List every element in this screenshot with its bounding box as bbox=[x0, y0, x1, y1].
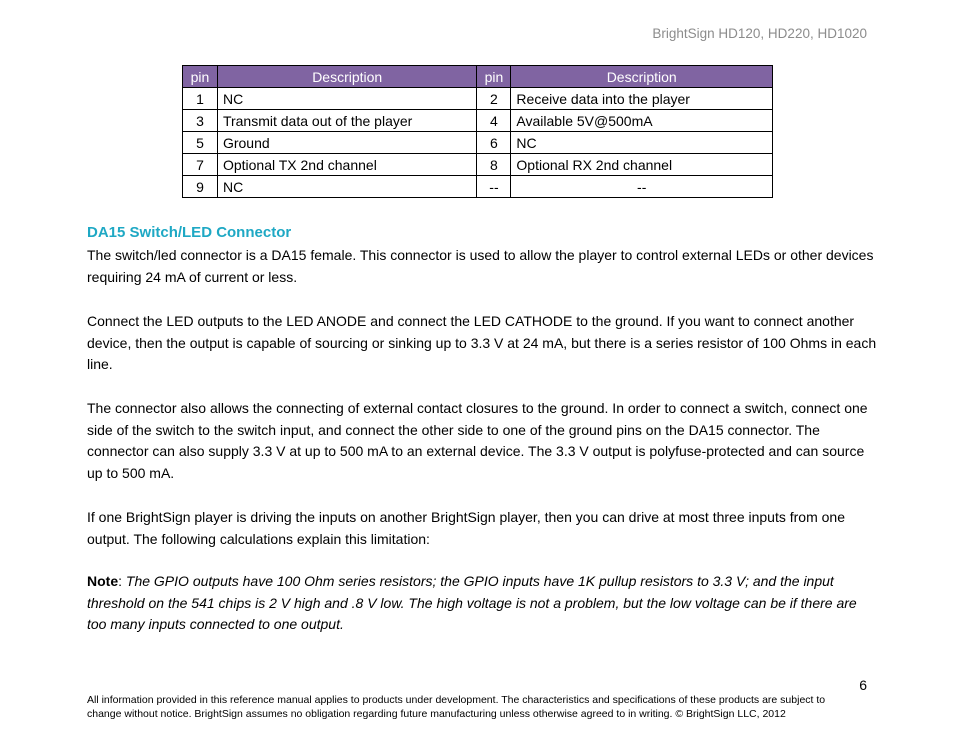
document-header-title: BrightSign HD120, HD220, HD1020 bbox=[652, 26, 867, 41]
note-label: Note bbox=[87, 573, 119, 589]
note-paragraph bbox=[87, 571, 877, 636]
pin-description-cell: Ground bbox=[217, 132, 477, 154]
pin-description-cell: Optional TX 2nd channel bbox=[217, 154, 477, 176]
pin-table bbox=[182, 65, 773, 198]
note-separator: : bbox=[118, 573, 126, 589]
paragraph-intro: The switch/led connector is a DA15 female. This connector is used to allow the player to control external LEDs or other devices requiring 24 mA of current or less. bbox=[87, 247, 874, 285]
header-cell-description: Description bbox=[217, 66, 477, 88]
pin-number-cell: 6 bbox=[477, 132, 511, 154]
pin-description-cell: NC bbox=[217, 176, 477, 198]
paragraph-drive-limitation: If one BrightSign player is driving the inputs on another BrightSign player, then you can drive at most three inputs from one output. The following calculations explain this limitation: bbox=[87, 509, 845, 547]
paragraph-contact-closures: The connector also allows the connecting of external contact closures to the ground. In order to connect a switch, connect one side of the switch to the switch input, and connect the other side to one of the ground pins on the DA15 connector. The connector can also supply 3.3 V at up to 500 mA to an external device. The 3.3 V output is polyfuse-protected and can source up to 500 mA. bbox=[87, 400, 868, 482]
page-number: 6 bbox=[859, 677, 867, 693]
table-row bbox=[183, 110, 773, 132]
pin-number-cell: 8 bbox=[477, 154, 511, 176]
table-row bbox=[183, 132, 773, 154]
pin-description-cell: Optional RX 2nd channel bbox=[511, 154, 773, 176]
footer-disclaimer: All information provided in this reference manual applies to products under development. The characteristics and specifications of these products are subject to change without notice. BrightSign assumes no obligation regarding future manufacturing unless otherwise agreed to in writing. © BrightSign LLC, 2012 bbox=[87, 694, 826, 720]
section-heading: DA15 Switch/LED Connector bbox=[87, 224, 292, 241]
pin-number-cell: 4 bbox=[477, 110, 511, 132]
header-cell-pin: pin bbox=[477, 66, 511, 88]
header-cell-pin: pin bbox=[183, 66, 218, 88]
pin-description-cell: -- bbox=[511, 176, 773, 198]
note-text: The GPIO outputs have 100 Ohm series resistors; the GPIO inputs have 1K pullup resistors to 3.3 V; and the input threshold on the 541 chips is 2 V high and .8 V low. The high voltage is not a problem, but the low voltage can be if there are too many inputs connected to one output. bbox=[87, 573, 857, 633]
pin-description-cell: NC bbox=[217, 88, 477, 110]
pin-number-cell: -- bbox=[477, 176, 511, 198]
pin-description-cell: NC bbox=[511, 132, 773, 154]
pin-number-cell: 5 bbox=[183, 132, 218, 154]
pin-description-cell: Receive data into the player bbox=[511, 88, 773, 110]
pin-number-cell: 7 bbox=[183, 154, 218, 176]
table-header-row bbox=[183, 66, 773, 88]
table-row bbox=[183, 88, 773, 110]
pin-number-cell: 9 bbox=[183, 176, 218, 198]
header-cell-description: Description bbox=[511, 66, 773, 88]
pin-number-cell: 1 bbox=[183, 88, 218, 110]
pin-number-cell: 2 bbox=[477, 88, 511, 110]
table-row bbox=[183, 176, 773, 198]
pin-description-cell: Transmit data out of the player bbox=[217, 110, 477, 132]
pin-description-cell: Available 5V@500mA bbox=[511, 110, 773, 132]
paragraph-led-connection: Connect the LED outputs to the LED ANODE and connect the LED CATHODE to the ground. If you want to connect another device, then the output is capable of sourcing or sinking up to 3.3 V at 24 mA, but there is a series resistor of 100 Ohms in each line. bbox=[87, 313, 877, 373]
pin-number-cell: 3 bbox=[183, 110, 218, 132]
table-row bbox=[183, 154, 773, 176]
